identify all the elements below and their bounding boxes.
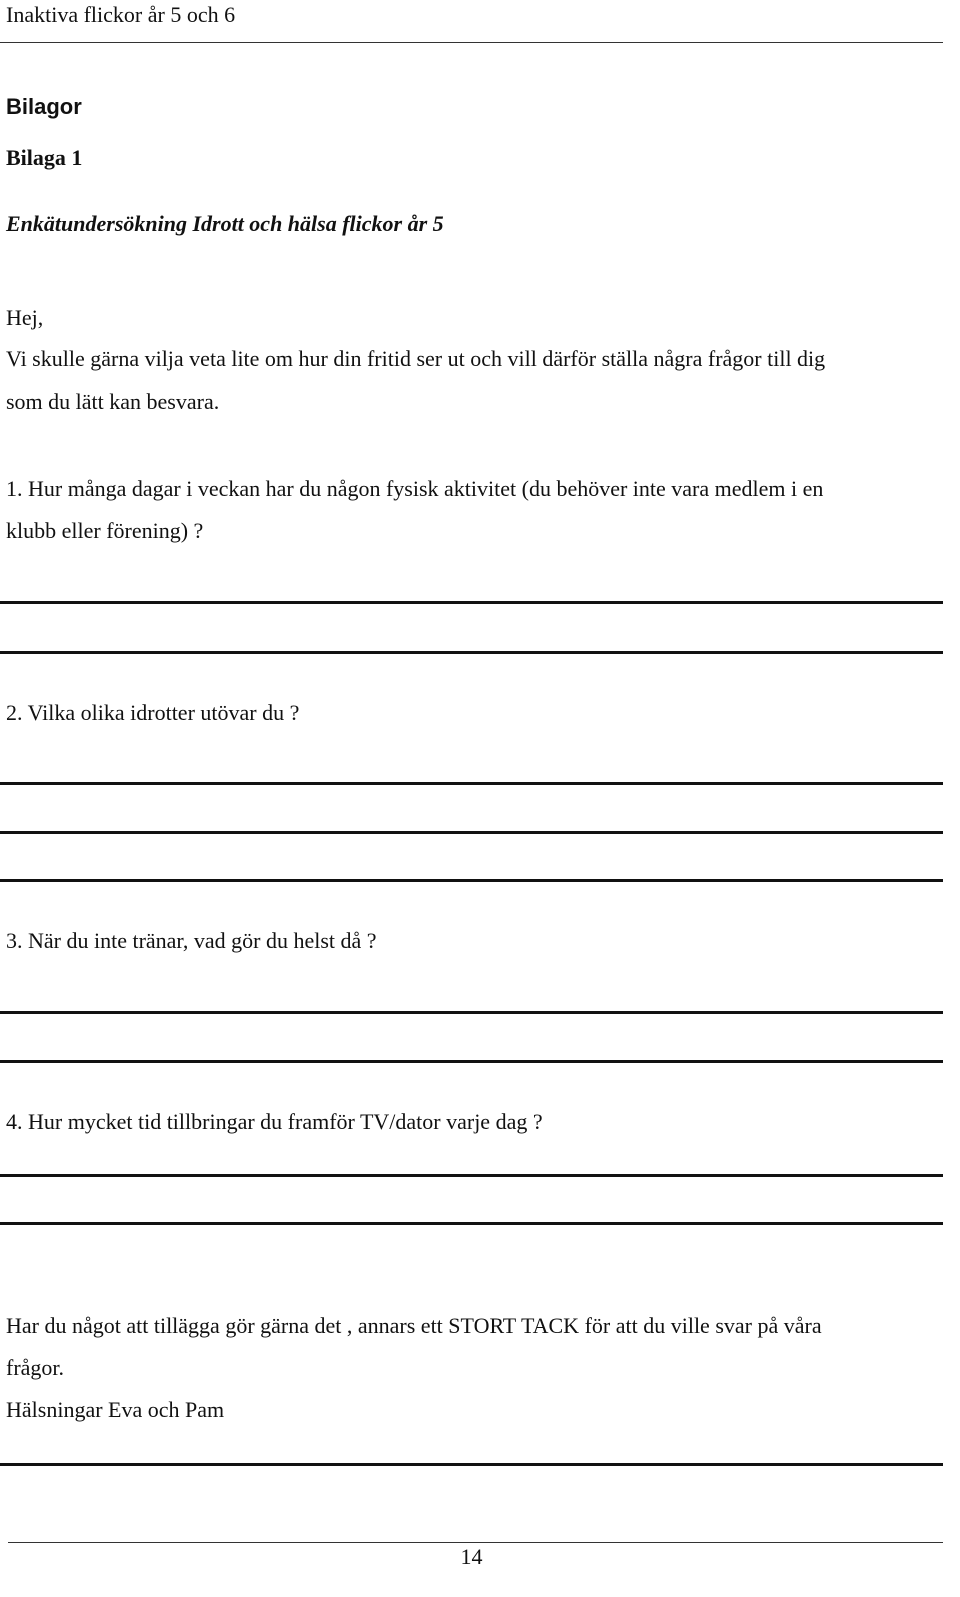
header-divider bbox=[0, 42, 943, 43]
answer-line[interactable] bbox=[0, 1174, 943, 1177]
closing-line-2: frågor. bbox=[6, 1355, 65, 1380]
answer-line[interactable] bbox=[0, 1011, 943, 1014]
answer-line[interactable] bbox=[0, 651, 943, 654]
page-number: 14 bbox=[460, 1544, 483, 1569]
question-1-line-1: 1. Hur många dagar i veckan har du någon fysisk aktivitet (du behöver inte vara medlem i en bbox=[6, 476, 824, 501]
running-header: Inaktiva flickor år 5 och 6 bbox=[6, 2, 236, 27]
answer-line[interactable] bbox=[0, 1060, 943, 1063]
greeting: Hej, bbox=[6, 305, 44, 330]
intro-line-2: som du lätt kan besvara. bbox=[6, 389, 220, 414]
footer-divider bbox=[8, 1542, 943, 1543]
question-1-line-2: klubb eller förening) ? bbox=[6, 518, 204, 543]
appendix-label: Bilaga 1 bbox=[6, 145, 83, 170]
question-4: 4. Hur mycket tid tillbringar du framför TV/dator varje dag ? bbox=[6, 1109, 543, 1134]
question-2: 2. Vilka olika idrotter utövar du ? bbox=[6, 700, 300, 725]
answer-line[interactable] bbox=[0, 879, 943, 882]
signature: Hälsningar Eva och Pam bbox=[6, 1397, 225, 1422]
closing-line-1: Har du något att tillägga gör gärna det , annars ett STORT TACK för att du ville svar på våra bbox=[6, 1313, 822, 1338]
intro-line-1: Vi skulle gärna vilja veta lite om hur din fritid ser ut och vill därför ställa några frågor till dig bbox=[6, 346, 826, 371]
question-3: 3. När du inte tränar, vad gör du helst då ? bbox=[6, 928, 377, 953]
answer-line[interactable] bbox=[0, 1463, 943, 1466]
answer-line[interactable] bbox=[0, 1222, 943, 1225]
answer-line[interactable] bbox=[0, 601, 943, 604]
answer-line[interactable] bbox=[0, 831, 943, 834]
answer-line[interactable] bbox=[0, 782, 943, 785]
section-heading: Bilagor bbox=[6, 94, 82, 119]
survey-title: Enkätundersökning Idrott och hälsa flickor år 5 bbox=[6, 211, 444, 236]
